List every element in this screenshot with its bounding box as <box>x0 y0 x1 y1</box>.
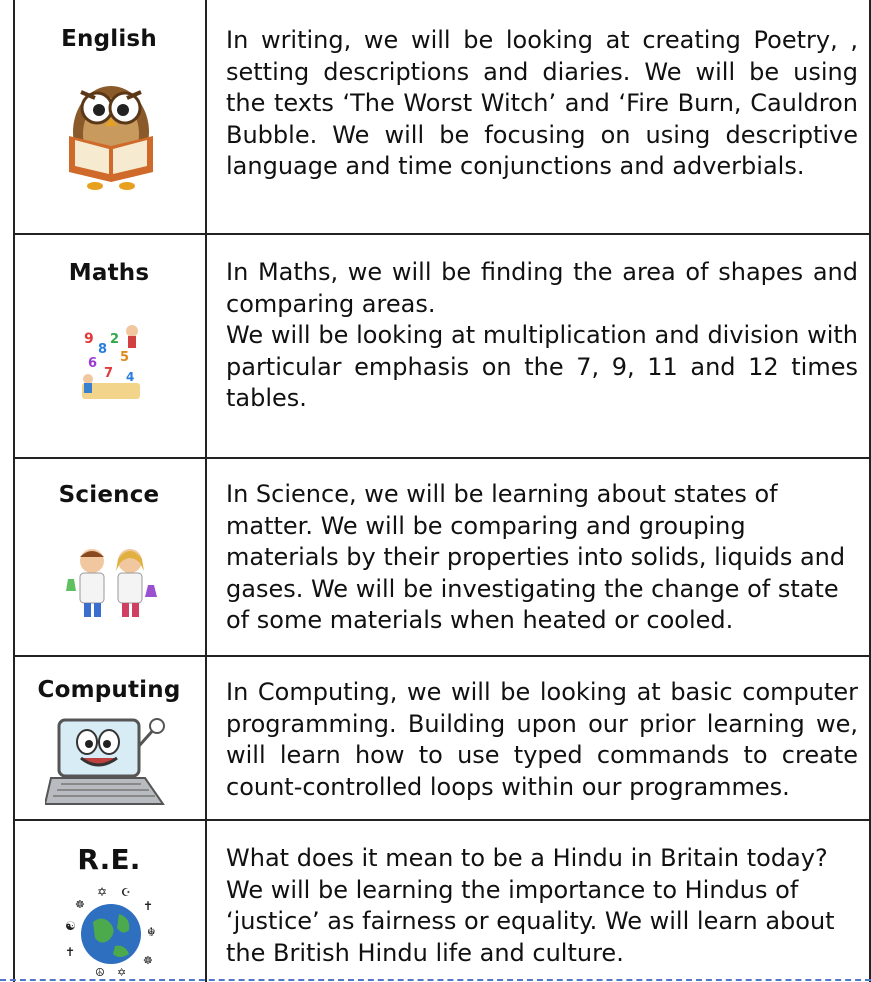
svg-text:☸: ☸ <box>143 954 153 967</box>
english-text: In writing, we will be looking at creating Poetry, , setting descriptions and diaries. We will be using the texts ‘The Worst Witch’ and ‘Fire Burn, Cauldron Bubble. We will be focusing on using descriptive language and time conjunctions and adverbials. <box>226 26 858 180</box>
row-divider <box>13 819 871 821</box>
re-text: What does it mean to be a Hindu in Britain today? We will be learning the importance to Hindus of ‘justice’ as fairness or equality. We will learn about the British Hindu life and culture. <box>226 844 835 967</box>
subject-science: Science <box>58 482 160 508</box>
svg-text:☬: ☬ <box>147 925 156 939</box>
svg-text:☸: ☸ <box>75 898 85 911</box>
svg-text:✝: ✝ <box>65 945 76 959</box>
row-divider <box>13 233 871 235</box>
maths-text-2: We will be looking at multiplication and division with particular emphasis on the 7, 9, 11 and 12 times tables. <box>226 321 858 412</box>
svg-text:☪: ☪ <box>121 886 131 899</box>
child-scientists-icon <box>64 545 158 623</box>
column-divider <box>205 0 207 982</box>
svg-text:✡: ✡ <box>117 966 127 978</box>
svg-text:4: 4 <box>126 370 135 384</box>
row-divider <box>13 457 871 459</box>
page-break-line <box>0 979 871 981</box>
svg-text:5: 5 <box>120 350 130 365</box>
globe-religious-symbols-icon <box>59 884 163 978</box>
svg-text:9: 9 <box>84 331 94 347</box>
svg-text:2: 2 <box>110 332 120 347</box>
cartoon-laptop-icon <box>45 716 173 808</box>
science-text: In Science, we will be learning about states of matter. We will be comparing and grouping materials by their properties into solids, liquids and gases. We will be investigating the change of state of some materials when heated or cooled. <box>226 480 846 634</box>
re-description <box>226 843 858 969</box>
svg-text:☯: ☯ <box>65 919 76 933</box>
english-description <box>226 25 858 183</box>
subject-re: R.E. <box>77 843 141 876</box>
subject-english: English <box>61 26 157 52</box>
row-divider <box>13 655 871 657</box>
computing-description <box>226 677 858 803</box>
svg-text:7: 7 <box>104 366 114 381</box>
kids-with-numbers-icon <box>76 321 146 405</box>
svg-text:✝: ✝ <box>143 899 154 913</box>
svg-text:☮: ☮ <box>95 966 105 978</box>
svg-text:6: 6 <box>88 356 98 371</box>
computing-text: In Computing, we will be looking at basic computer programming. Building upon our prior learning we, will learn how to use typed commands to create count-controlled loops within our programmes. <box>226 678 858 801</box>
subject-computing: Computing <box>37 677 181 703</box>
science-description <box>226 479 858 637</box>
maths-description <box>226 257 858 415</box>
subject-maths: Maths <box>68 260 150 286</box>
svg-text:✡: ✡ <box>97 885 108 899</box>
curriculum-table <box>13 0 871 982</box>
svg-text:8: 8 <box>98 342 108 357</box>
owl-reading-book-icon <box>59 74 163 192</box>
maths-text-1: In Maths, we will be finding the area of shapes and comparing areas. <box>226 258 858 318</box>
